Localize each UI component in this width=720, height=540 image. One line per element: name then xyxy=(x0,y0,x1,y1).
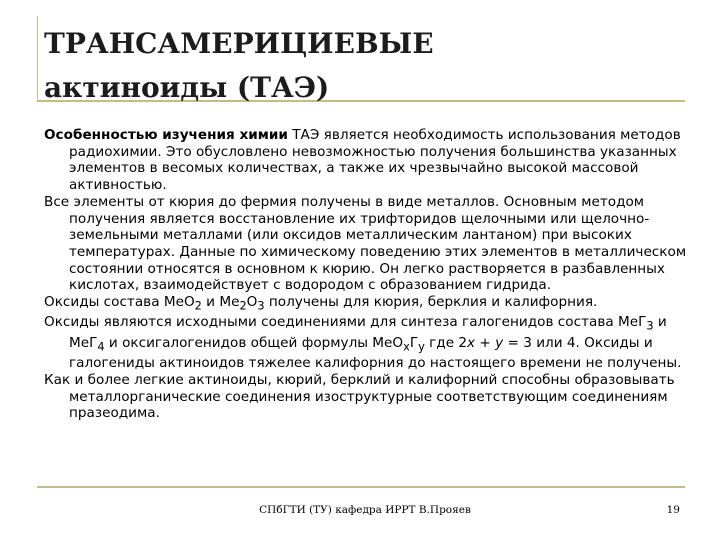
title-line-2: актиноиды (ТАЭ) xyxy=(44,71,330,104)
subscript: у xyxy=(418,339,425,354)
paragraph-5: Как и более легкие актиноиды, кюрий, берклий и калифорний способны образовывать металлорганические соединения изоструктурные соответствующим соединениям празеодима. xyxy=(44,372,675,422)
subscript: 3 xyxy=(646,319,654,334)
subscript: 2 xyxy=(194,298,202,313)
paragraph-1-text: ТАЭ является необходимость использования методов радиохимии. Это обусловлено невозможностью получения большинства указанных элементов в весомых количествах, а также их чрезвычайно высокой массовой активностью. xyxy=(69,127,681,194)
variable-x: х xyxy=(467,334,476,351)
paragraph-4-text-g: = 3 или 4. Оксиды и галогениды актиноидов тяжелее калифорния до настоящего времени не получены. xyxy=(69,334,682,372)
title-vertical-rule xyxy=(37,16,38,101)
paragraph-3-text-c: О xyxy=(246,294,258,311)
paragraph-4-text-a: Оксиды являются исходными соединениями для синтеза галогенидов состава МеГ xyxy=(44,314,647,331)
paragraph-3-text-b: и Ме xyxy=(201,294,240,311)
paragraph-3-text-d: получены для кюрия, берклия и калифорния. xyxy=(264,294,598,311)
paragraph-3 xyxy=(44,294,689,314)
slide-body xyxy=(44,127,689,422)
paragraph-1 xyxy=(44,127,689,194)
footer-text: СПбГТИ (ТУ) кафедра ИРРТ В.Прояев xyxy=(259,504,471,516)
paragraph-4-text-c: и оксигалогенидов общей формулы МеО xyxy=(104,334,404,351)
paragraph-2: Все элементы от кюрия до фермия получены в виде металлов. Основным методом получения является восстановление их трифторидов щелочными или щелочно-земельными металлами (или оксидов металлическим лантаном) при высоких температурах. Данные по химическому поведению этих элементов в металлическом состоянии относятся в основном к кюрию. Он легко растворяется в разбавленных кислотах, взаимодействует с водородом с образованием гидрида. xyxy=(44,193,687,294)
subscript: 4 xyxy=(97,339,105,354)
paragraph-4 xyxy=(44,314,689,372)
page-number: 19 xyxy=(666,504,680,516)
paragraph-3-text-a: Оксиды состава МеО xyxy=(44,294,195,311)
title-line-1: ТРАНСАМЕРИЦИЕВЫЕ xyxy=(44,27,434,60)
paragraph-4-text-d: Г xyxy=(409,334,419,351)
subscript: 3 xyxy=(257,298,265,313)
paragraph-4-text-b: и МеГ xyxy=(69,314,667,351)
slide-title xyxy=(44,22,684,110)
variable-y: у xyxy=(495,334,504,351)
paragraph-4-text-e: где 2 xyxy=(424,334,468,351)
footer-rule xyxy=(37,486,685,488)
paragraph-4-text-f: + xyxy=(475,334,496,351)
subscript: х xyxy=(403,339,410,354)
paragraph-1-lead: Особенностью изучения химии xyxy=(44,127,288,143)
subscript: 2 xyxy=(239,298,247,313)
